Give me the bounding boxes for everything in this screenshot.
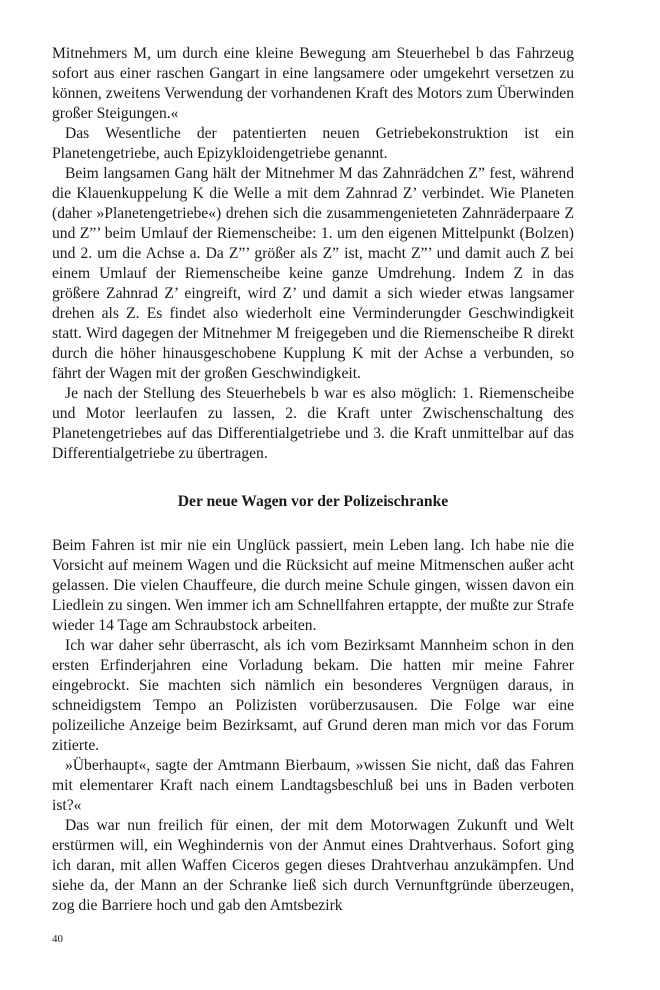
paragraph-planetengetriebe: Das Wesentliche der patentierten neuen Getriebekonstruktion ist ein Planetengetriebe, auch Epizykloidengetriebe genannt. bbox=[52, 125, 574, 162]
paragraph-lever-positions: Je nach der Stellung des Steuerhebels b war es also möglich: 1. Riemenscheibe und Motor leerlaufen zu lassen, 2. die Kraft unter Zwischenschaltung des Planetengetriebes auf das Differentialgetriebe und 3. die Kraft unmittelbar auf das Differentialgetriebe zu übertragen. bbox=[52, 385, 574, 462]
paragraph-continued: Mitnehmers M, um durch eine kleine Bewegung am Steuerhebel b das Fahrzeug sofort aus einer raschen Gangart in eine langsamere oder umgekehrt versetzen zu können, zweitens Verwendung der vorhandenen Kraft des Motors zum Überwinden großer Steigungen.« bbox=[52, 45, 574, 122]
paragraph-summons: Ich war daher sehr überrascht, als ich vom Bezirksamt Mannheim schon in den ersten Erfinderjahren eine Vorladung bekam. Die hatten mir meine Fahrer eingebrockt. Sie machten sich nämlich ein besonderes Vergnügen daraus, in schneidigstem Tempo an Polizisten vorüberzusausen. Die Folge war eine polizeiliche Anzeige beim Bezirksamt, auf Grund deren man mich vor das Forum zitierte. bbox=[52, 637, 574, 754]
paragraph-amtmann-quote: »Überhaupt«, sagte der Amtmann Bierbaum, »wissen Sie nicht, daß das Fahren mit elementarer Kraft nach einem Landtagsbeschluß bei uns in Baden verboten ist?« bbox=[52, 757, 574, 814]
paragraph-barrier: Das war nun freilich für einen, der mit dem Motorwagen Zukunft und Welt erstürmen will, ein Weghindernis von der Anmut eines Drahtverhaus. Sofort ging ich daran, mit allen Waffen Ciceros gegen dieses Drahtverhau anzukämpfen. Und siehe da, der Mann an der Schranke ließ sich durch Vernunftgründe überzeugen, zog die Barriere hoch und gab den Amtsbezirk bbox=[52, 817, 574, 914]
page-number: 40 bbox=[52, 933, 63, 945]
paragraph-slow-gear: Beim langsamen Gang hält der Mitnehmer M das Zahnrädchen Z” fest, während die Klauenkuppelung K die Welle a mit dem Zahnrad Z’ verbindet. Wie Planeten (daher »Planetengetriebe«) drehen sich die zusammengenieteten Zahnräderpaare Z und Z”’ beim Umlauf der Riemenscheibe: 1. um den eigenen Mittelpunkt (Bolzen) und 2. um die Achse a. Da Z”’ größer als Z” ist, macht Z”’ und damit auch Z bei einem Umlauf der Riemenscheibe keine ganze Umdrehung. Indem Z in das größere Zahnrad Z’ eingreift, wird Z’ und damit a sich wieder etwas langsamer drehen als Z. Es findet also wiederholt eine Verminderungder Geschwindigkeit statt. Wird dagegen der Mitnehmer M freigegeben und die Riemenscheibe R direkt durch die höher hinausgeschobene Kupplung K mit der Achse a verbunden, so fährt der Wagen mit der großen Geschwindigkeit. bbox=[52, 165, 574, 382]
page-body bbox=[52, 44, 574, 916]
paragraph-no-accident: Beim Fahren ist mir nie ein Unglück passiert, mein Leben lang. Ich habe nie die Vorsicht auf meinem Wagen und die Rücksicht auf meine Mitmenschen außer acht gelassen. Die vielen Chauffeure, die durch meine Schule gingen, wissen davon ein Liedlein zu singen. Wen immer ich am Schnellfahren ertappte, der mußte zur Strafe wieder 14 Tage am Schraubstock arbeiten. bbox=[52, 537, 574, 634]
section-heading: Der neue Wagen vor der Polizeischranke bbox=[177, 493, 449, 510]
